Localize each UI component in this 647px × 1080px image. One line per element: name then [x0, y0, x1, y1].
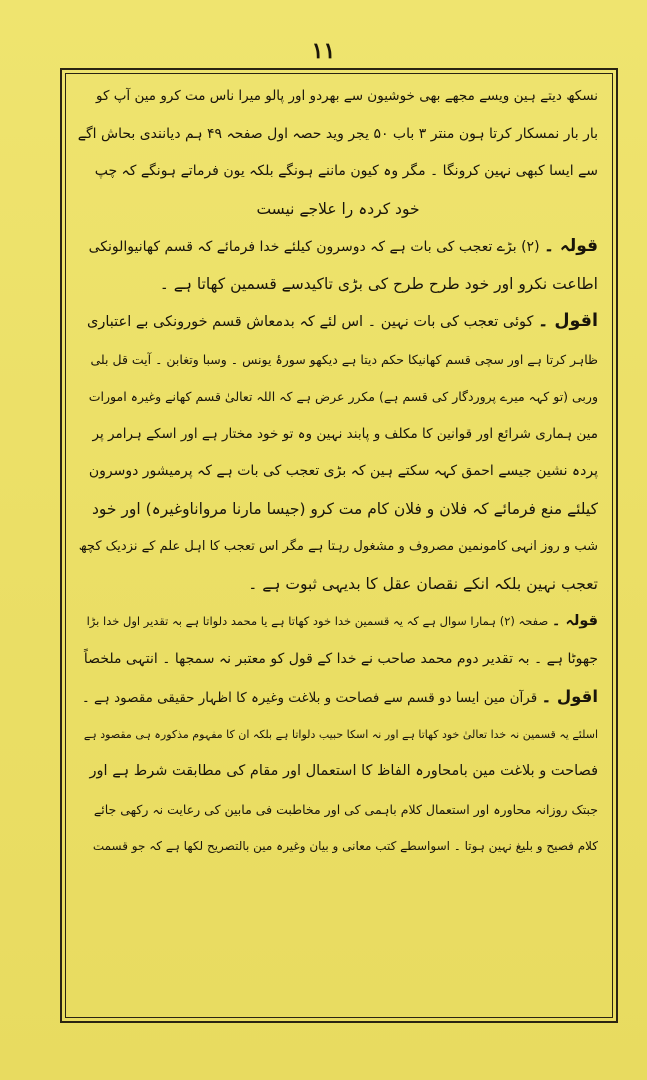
- line-text: کلام فصیح و بلیغ نہین ہوتا ۔ اسواسطے کتب معانی و بیان وغیرہ مین بالتصریح لکھا ہے کہ جو قسمت: [92, 839, 598, 853]
- text-line: [78, 528, 598, 566]
- text-line: [78, 78, 598, 116]
- text-line: [78, 378, 598, 416]
- urdu-text-block: [78, 78, 598, 866]
- line-text: تعجب نہین بلکہ انکے نقصان عقل کا بدیہی ثبوت ہے ۔: [248, 574, 598, 593]
- text-line: [78, 678, 598, 716]
- line-text: کوئی تعجب کی بات نہین ۔ اس لئے کہ بدمعاش قسم خورونکی بے اعتباری: [87, 314, 534, 330]
- line-heading: اقول ۔: [541, 687, 598, 706]
- text-line: [78, 603, 598, 641]
- line-text: اطاعت نکرو اور خود طرح طرح کی بڑی تاکیدسے قسمین کھاتا ہے ۔: [159, 274, 598, 293]
- line-text: مین ہماری شرائع اور قوانین کا مکلف و پابند نہین وہ تو خود مختار ہے اور اسکے ہرامر پر: [92, 425, 598, 442]
- text-line: [78, 791, 598, 829]
- text-line: [78, 641, 598, 679]
- line-text: قرآن مین ایسا دو قسم سے فصاحت و بلاغت وغیرہ کا اظہار حقیقی مقصود ہے ۔: [81, 690, 538, 706]
- text-line: [78, 228, 598, 266]
- text-line: [78, 191, 598, 229]
- page-number: ۱۱: [311, 38, 336, 64]
- line-heading: قولہ ۔: [543, 236, 598, 256]
- line-text: فصاحت و بلاغت مین بامحاورہ الفاظ کا استعمال اور مقام کی مطابقت شرط ہے اور: [89, 763, 598, 779]
- line-heading: قولہ ۔: [551, 613, 598, 629]
- line-text: وربی (تو کہہ میرے پروردگار کی قسم ہے) مکرر عرض ہے کہ اللہ تعالیٰ قسم کھانے وغیرہ امورات: [88, 389, 598, 404]
- text-line: [78, 416, 598, 454]
- line-text: ظاہر کرتا ہے اور سچی قسم کھانیکا حکم دیتا ہے دیکھو سورۂ یونس ۔ وسبا وتغابن ۔ آیت قل بلی: [90, 351, 598, 367]
- line-text: کیلئے منع فرمائے کہ فلان و فلان کام مت کرو (جیسا مارنا مرواناوغیرہ) اور خود: [91, 499, 598, 518]
- text-line: [78, 341, 598, 379]
- line-text: صفحہ (۲) ہمارا سوال ہے کہ یہ قسمین خدا خود کھاتا ہے یا محمد دلواتا ہے بہ تقدیر اول خدا بڑا: [86, 614, 549, 628]
- text-line: [78, 266, 598, 304]
- line-heading: اقول ۔: [538, 311, 598, 331]
- text-line: [78, 716, 598, 754]
- text-line: [78, 303, 598, 341]
- line-text: شب و روز انہی کامونمین مصروف و مشغول رہتا ہے مگر اس تعجب کا اہل علم کے نزدیک کچھ: [78, 539, 598, 554]
- line-text: پردہ نشین جیسے احمق کہہ سکتے ہین کہ بڑی تعجب کی بات ہے کہ پرمیشور دوسرون: [88, 463, 598, 479]
- line-text: نسکھ دیتے ہین ویسے مجھے بھی خوشیون سے بھردو اور پالو میرا ناس مت کرو مین آپ کو: [96, 88, 598, 104]
- text-line: [78, 453, 598, 491]
- line-text: جھوٹا ہے ۔ بہ تقدیر دوم محمد صاحب نے خدا کے قول کو معتبر نہ سمجھا ۔ انتہی ملخصاً: [83, 650, 598, 667]
- text-line: [78, 566, 598, 604]
- line-text: خود کردہ را علاجے نیست: [256, 199, 420, 218]
- text-line: [78, 491, 598, 529]
- line-text: (۲) بڑے تعجب کی بات ہے کہ دوسرون کیلئے خدا فرمائے کہ قسم کھانیوالونکی: [88, 239, 540, 255]
- line-text: اسلئے یہ قسمین نہ خدا تعالیٰ خود کھاتا ہے اور نہ اسکا حبیب دلواتا ہے بلکہ ان کا مفہوم مذکورہ ہی مقصود ہے: [83, 727, 598, 741]
- line-text: بار بار نمسکار کرتا ہون منتر ۳ باب ۵۰ یجر وید حصہ اول صفحہ ۴۹ ہم دیانندی بحاش اگے: [78, 125, 598, 142]
- text-line: [78, 116, 598, 154]
- line-text: جبتک روزانہ محاورہ اور استعمال کلام باہمی کی اور مخاطبت فی مابین کی رعایت نہ رکھی جائے: [93, 801, 598, 817]
- text-line: [78, 828, 598, 866]
- line-text: سے ایسا کبھی نہین کرونگا ۔ مگر وہ کیون ماننے ہونگے بلکہ یون فرماتے ہونگے کہ چپ: [94, 163, 598, 179]
- text-line: [78, 753, 598, 791]
- text-line: [78, 153, 598, 191]
